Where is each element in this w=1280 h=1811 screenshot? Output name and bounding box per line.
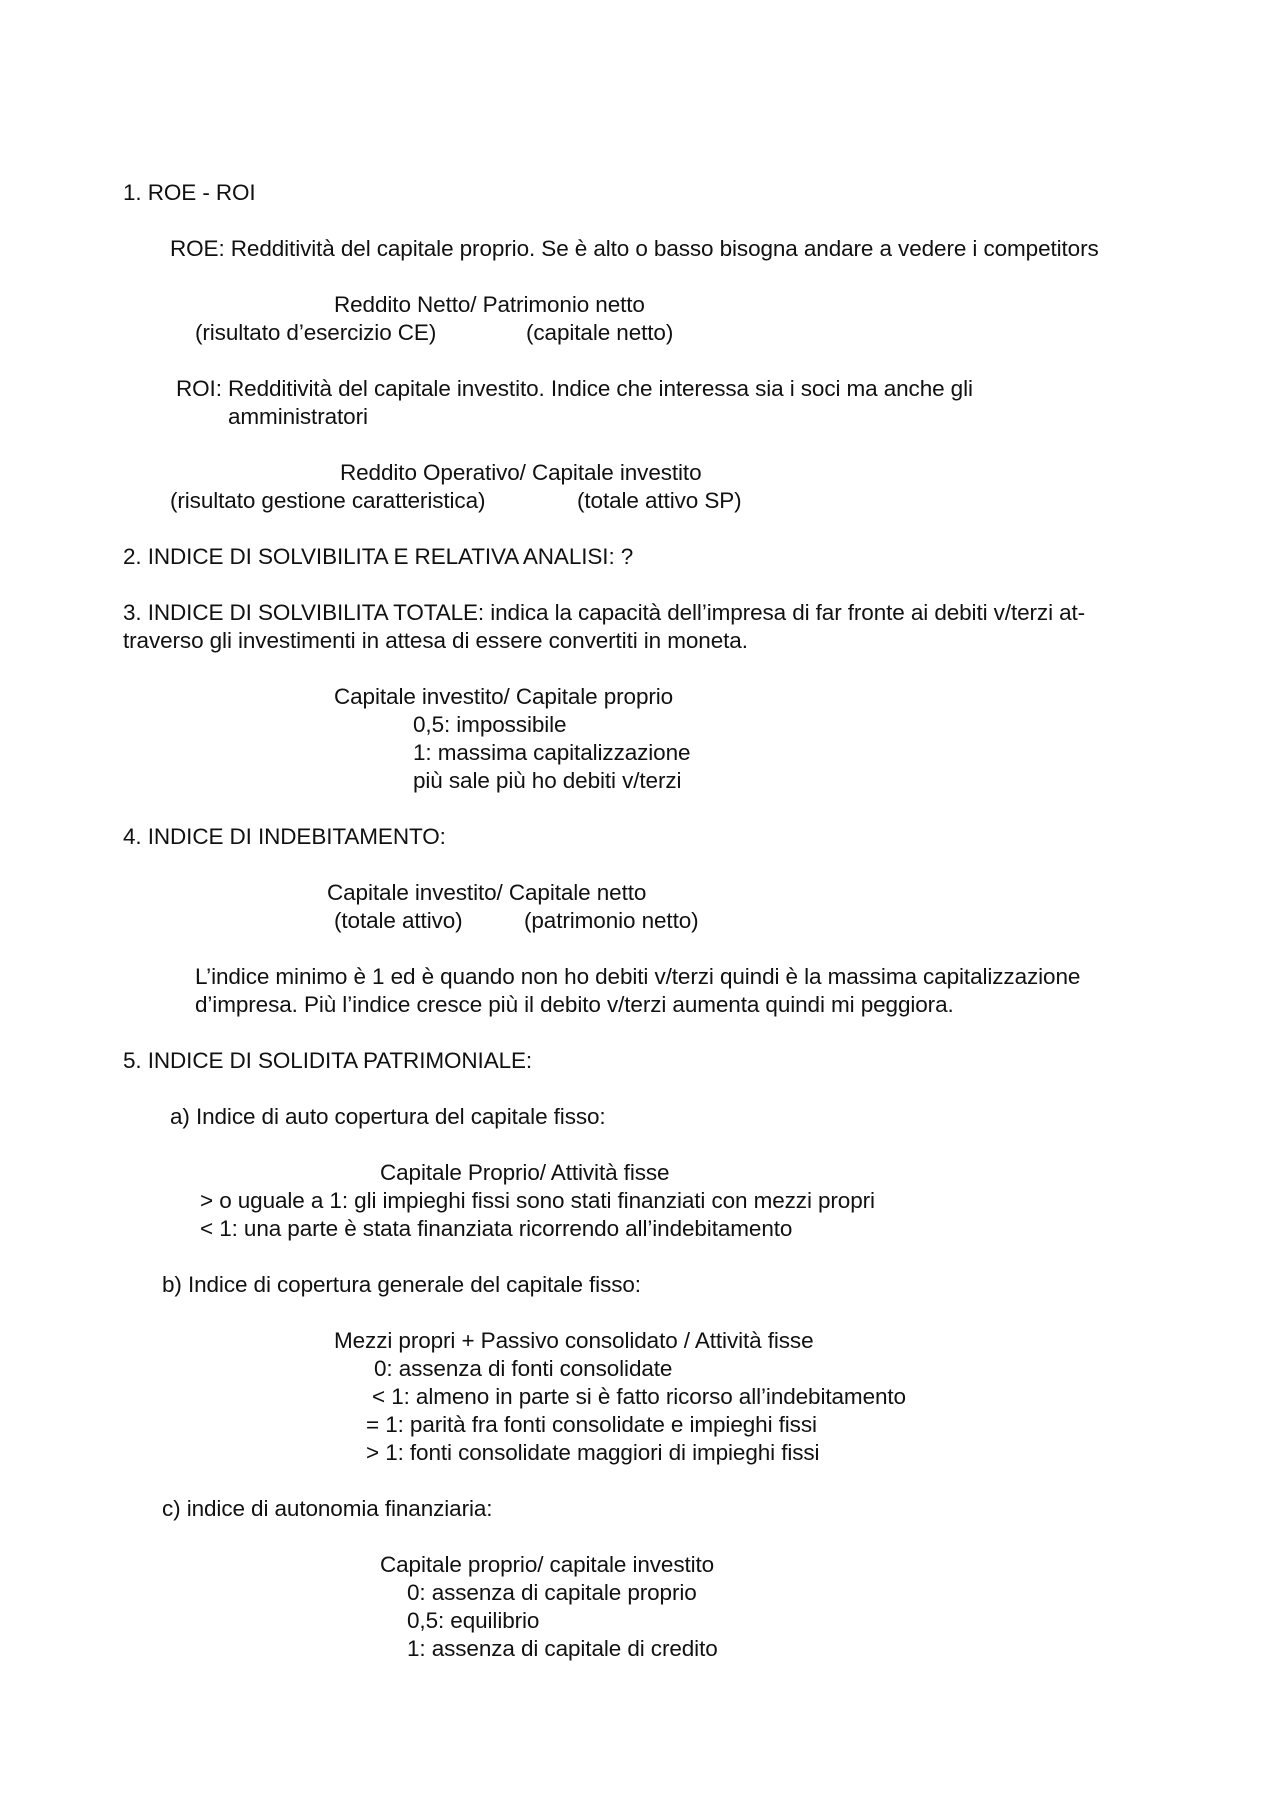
- s5a-value-1: > o uguale a 1: gli impieghi fissi sono stati finanziati con mezzi propri: [200, 1188, 875, 1213]
- s5a-formula: Capitale Proprio/ Attività fisse: [380, 1160, 670, 1185]
- s4-formula: Capitale investito/ Capitale netto: [327, 880, 647, 905]
- s3-value-2: 1: massima capitalizzazione: [413, 740, 691, 765]
- s3-value-3: più sale più ho debiti v/terzi: [413, 768, 682, 793]
- s3-value-1: 0,5: impossibile: [413, 712, 567, 737]
- s3-heading-cont: traverso gli investimenti in attesa di essere convertiti in moneta.: [123, 628, 748, 653]
- s5a-heading: a) Indice di auto copertura del capitale fisso:: [170, 1104, 606, 1129]
- roi-definition-cont: amministratori: [228, 404, 368, 429]
- roi-formula: Reddito Operativo/ Capitale investito: [340, 460, 702, 485]
- s2-heading: 2. INDICE DI SOLVIBILITA E RELATIVA ANALISI: ?: [123, 544, 634, 569]
- roi-definition: ROI: Redditività del capitale investito. Indice che interessa sia i soci ma anche gli: [176, 376, 973, 401]
- s5c-value-2: 0,5: equilibrio: [407, 1608, 540, 1633]
- roe-definition: ROE: Redditività del capitale proprio. Se è alto o basso bisogna andare a vedere i competitors: [170, 236, 1099, 261]
- s3-formula: Capitale investito/ Capitale proprio: [334, 684, 674, 709]
- s5b-value-4: > 1: fonti consolidate maggiori di impieghi fissi: [366, 1440, 820, 1465]
- s1-heading: 1. ROE - ROI: [123, 180, 256, 205]
- s5a-value-2: < 1: una parte è stata finanziata ricorrendo all’indebitamento: [200, 1216, 793, 1241]
- s5c-heading: c) indice di autonomia finanziaria:: [162, 1496, 493, 1521]
- s5b-value-3: = 1: parità fra fonti consolidate e impieghi fissi: [366, 1412, 817, 1437]
- s5b-heading: b) Indice di copertura generale del capitale fisso:: [162, 1272, 641, 1297]
- s5-heading: 5. INDICE DI SOLIDITA PATRIMONIALE:: [123, 1048, 533, 1073]
- roi-formula-note-left: (risultato gestione caratteristica): [170, 488, 486, 513]
- roi-formula-note-right: (totale attivo SP): [577, 488, 742, 513]
- s5c-value-1: 0: assenza di capitale proprio: [407, 1580, 697, 1605]
- s4-formula-note-left: (totale attivo): [334, 908, 463, 933]
- roe-formula: Reddito Netto/ Patrimonio netto: [334, 292, 645, 317]
- s4-explanation-cont: d’impresa. Più l’indice cresce più il debito v/terzi aumenta quindi mi peggiora.: [195, 992, 954, 1017]
- s5b-value-1: 0: assenza di fonti consolidate: [374, 1356, 673, 1381]
- s4-formula-note-right: (patrimonio netto): [524, 908, 699, 933]
- s4-heading: 4. INDICE DI INDEBITAMENTO:: [123, 824, 446, 849]
- roe-formula-note-right: (capitale netto): [526, 320, 674, 345]
- s5b-value-2: < 1: almeno in parte si è fatto ricorso all’indebitamento: [372, 1384, 906, 1409]
- s5c-formula: Capitale proprio/ capitale investito: [380, 1552, 715, 1577]
- s5c-value-3: 1: assenza di capitale di credito: [407, 1636, 718, 1661]
- s4-explanation: L’indice minimo è 1 ed è quando non ho debiti v/terzi quindi è la massima capitalizzazione: [195, 964, 1081, 989]
- s5b-formula: Mezzi propri + Passivo consolidato / Attività fisse: [334, 1328, 814, 1353]
- s3-heading: 3. INDICE DI SOLVIBILITA TOTALE: indica la capacità dell’impresa di far fronte ai debiti v/terzi at-: [123, 600, 1086, 625]
- roe-formula-note-left: (risultato d’esercizio CE): [195, 320, 437, 345]
